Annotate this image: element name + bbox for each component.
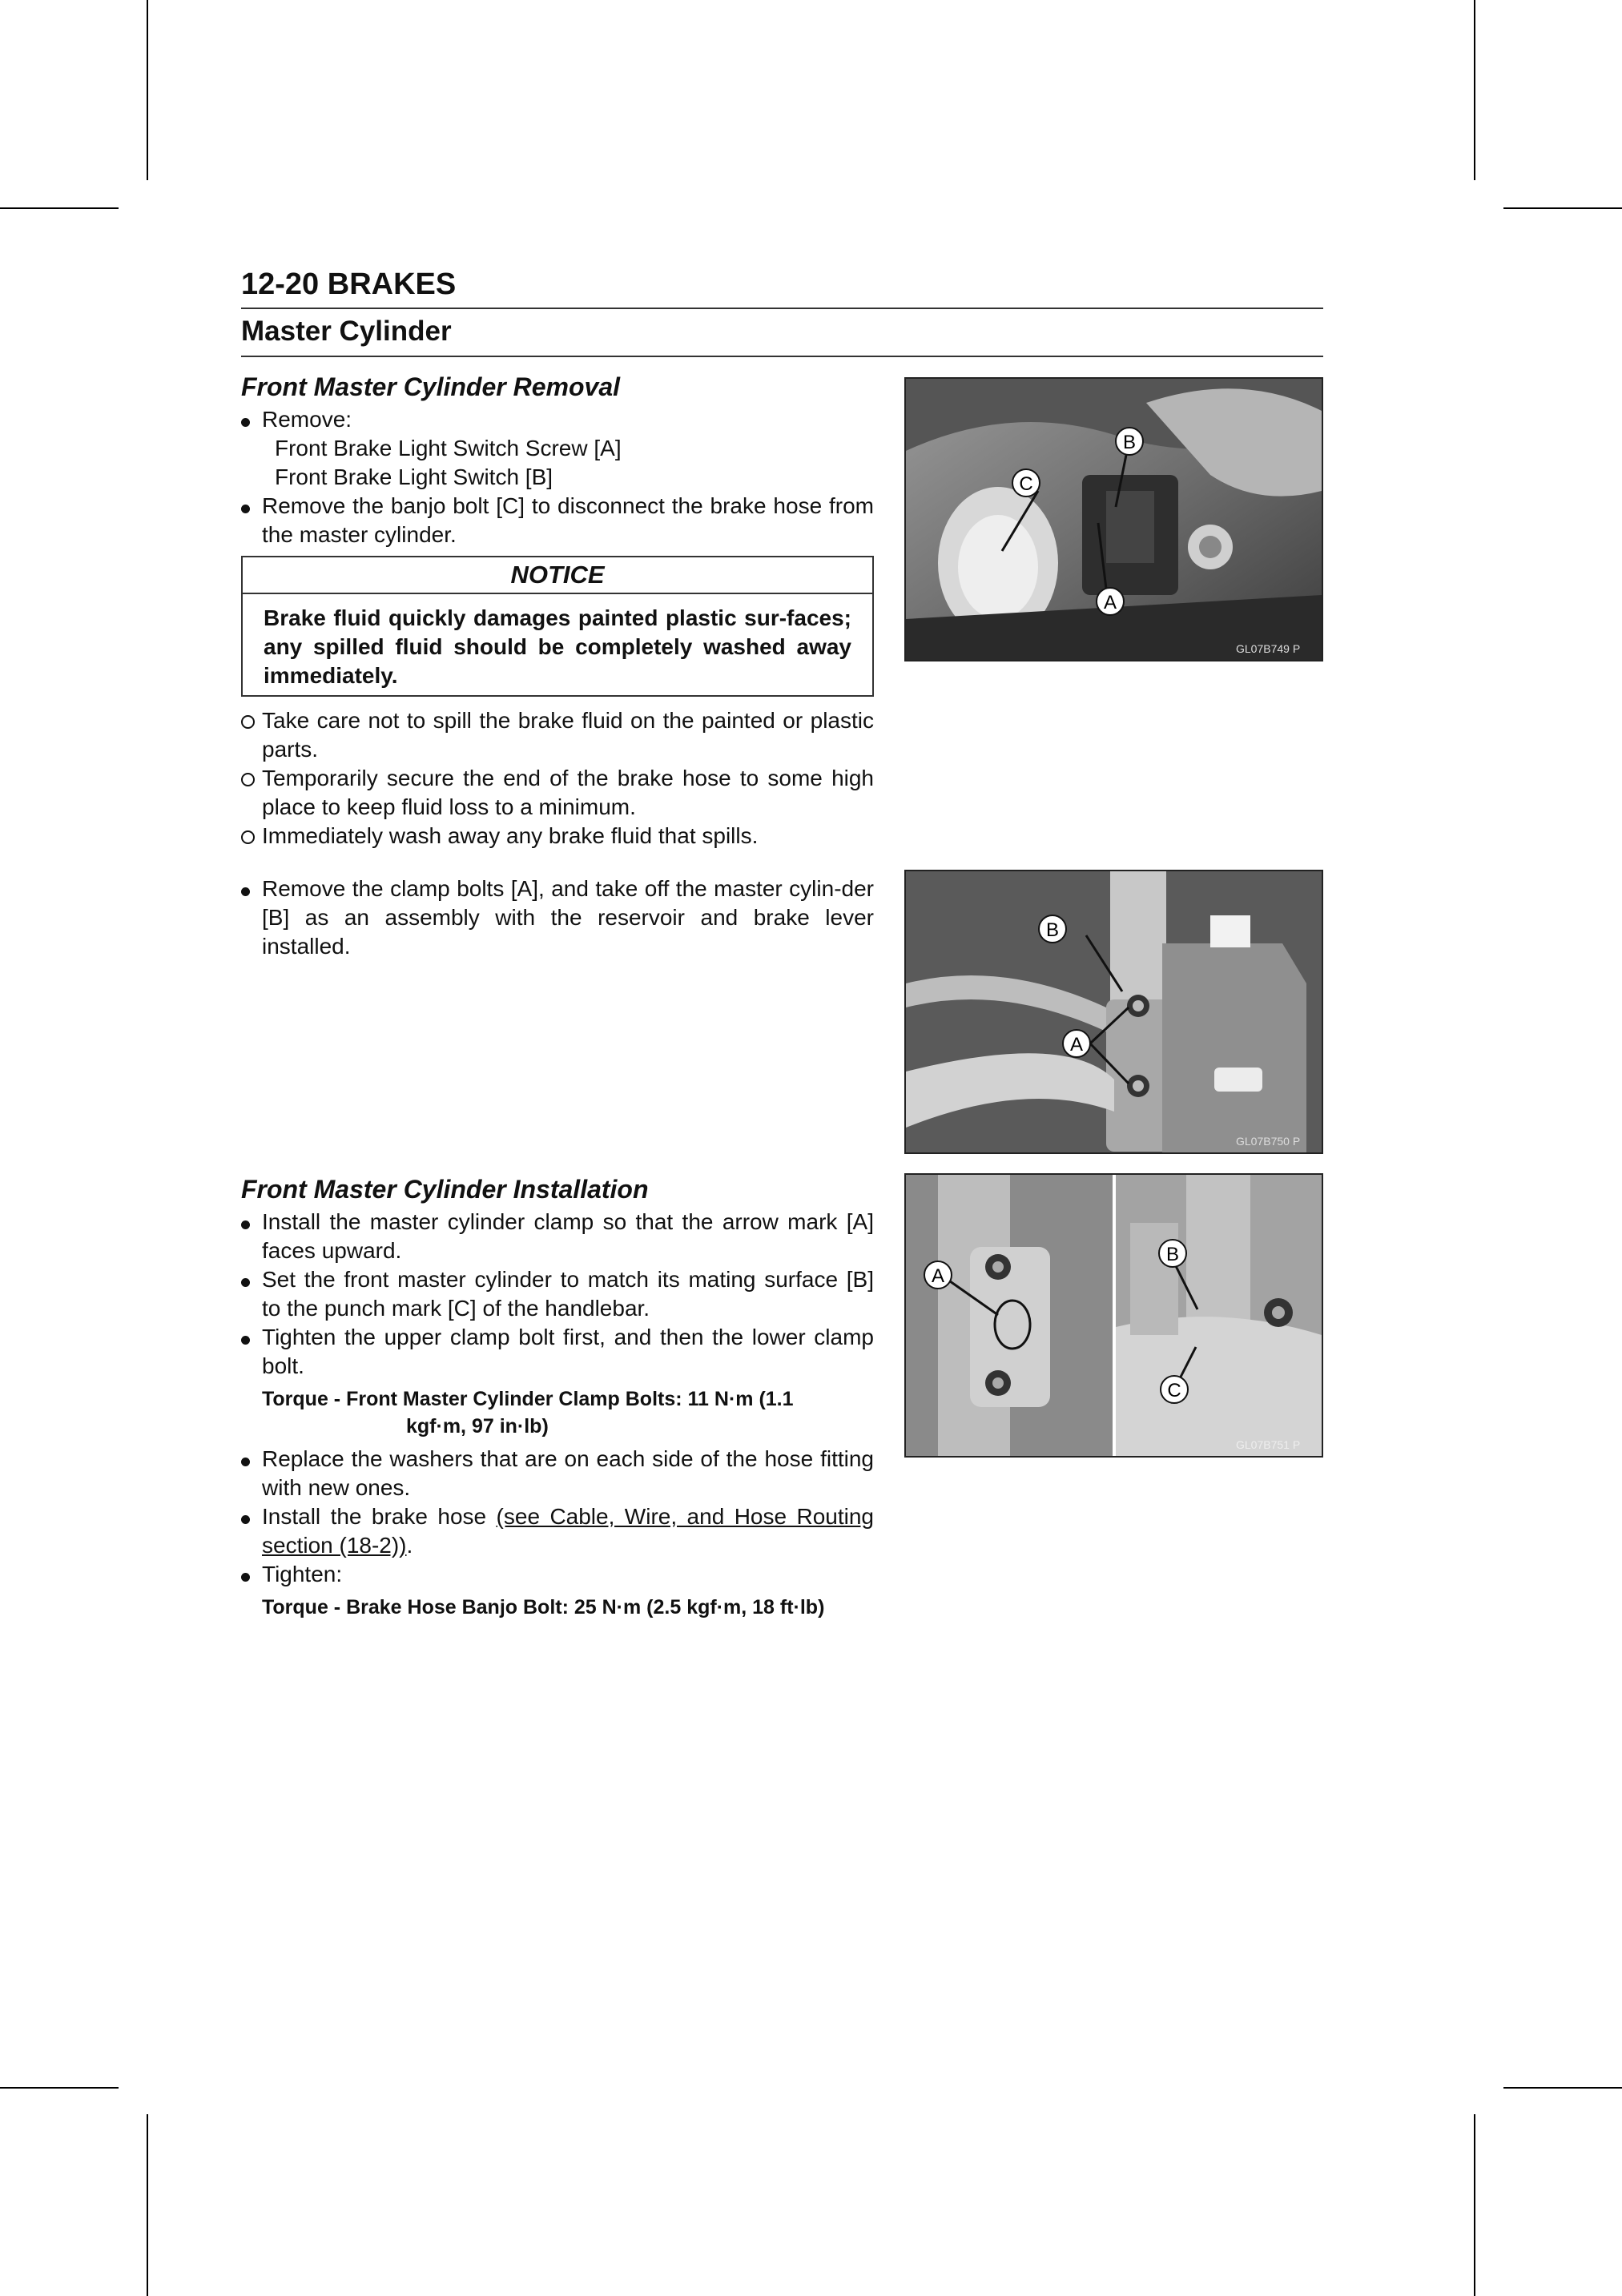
svg-text:C: C [1167, 1380, 1181, 1401]
bullet-icon [241, 1265, 260, 1294]
list-item: Remove the banjo bolt [C] to disconnect the brake hose from the master cylinder. [241, 492, 874, 549]
crop-mark-top-left [147, 0, 148, 180]
list-item: Remove: [241, 405, 874, 434]
list-item: Install the master cylinder clamp so that the arrow mark [A] faces upward. [241, 1208, 874, 1265]
torque-spec-clamp-bolts: Torque - Front Master Cylinder Clamp Bolts: 11 N·m (1.1 kgf·m, 97 in·lb) [262, 1388, 794, 1438]
page-header [241, 266, 1323, 357]
bullet-icon [241, 1208, 260, 1236]
svg-text:A: A [1069, 1034, 1084, 1056]
callout-b: B [1122, 432, 1137, 453]
bullet-icon [241, 875, 260, 903]
open-bullet-icon [241, 706, 260, 736]
callout-c: C [1019, 473, 1033, 495]
open-bullet-icon [241, 822, 260, 851]
list-item: Tighten the upper clamp bolt first, and then the lower clamp bolt. [241, 1323, 874, 1381]
installation-heading: Front Master Cylinder Installation [241, 1175, 649, 1204]
bullet-icon [241, 492, 260, 521]
list-item: Replace the washers that are on each side of the hose fitting with new ones. [241, 1445, 874, 1502]
svg-text:A: A [931, 1265, 945, 1287]
notice-text: Brake fluid quickly damages painted plastic sur-faces; any spilled fluid should be completely washed away immediately. [264, 605, 851, 688]
remove-item: Front Brake Light Switch Screw [A] [275, 436, 622, 460]
installation-section [241, 1174, 874, 1626]
note-item: Immediately wash away any brake fluid that spills. [241, 822, 874, 850]
bullet-icon [241, 405, 260, 434]
svg-text:B: B [1165, 1244, 1180, 1265]
notice-title: NOTICE [243, 557, 872, 594]
note-item: Take care not to spill the brake fluid on the painted or plastic parts. [241, 706, 874, 764]
figure-brake-light-switch [904, 377, 1323, 661]
removal-section [241, 372, 874, 850]
callout-a: A [1103, 592, 1117, 613]
figure-clamp-alignment [904, 1173, 1323, 1458]
svg-text:GL07B751 P: GL07B751 P [1236, 1438, 1301, 1451]
crop-mark-top-left-h [0, 207, 119, 209]
bullet-icon [241, 1502, 260, 1531]
figure-code: GL07B749 P [1236, 642, 1301, 655]
notice-box [241, 556, 874, 697]
remove-item: Front Brake Light Switch [B] [275, 464, 553, 489]
list-item: Tighten: [241, 1560, 874, 1589]
figure-clamp-bolts [904, 870, 1323, 1154]
open-bullet-icon [241, 764, 260, 794]
crop-mark-top-right-h [1503, 207, 1622, 209]
bullet-icon [241, 1560, 260, 1589]
list-item: Install the brake hose (see Cable, Wire, and Hose Routing section (18-2)). [241, 1502, 874, 1560]
bullet-icon [241, 1323, 260, 1352]
page-title: 12-20 BRAKES [241, 266, 1323, 309]
note-item: Temporarily secure the end of the brake hose to some high place to keep fluid loss to a minimum. [241, 764, 874, 822]
crop-mark-bottom-right-h [1503, 2087, 1622, 2089]
clamp-removal-step [241, 875, 874, 961]
removal-heading: Front Master Cylinder Removal [241, 372, 620, 401]
crop-mark-bottom-left [147, 2114, 148, 2296]
torque-spec-banjo-bolt: Torque - Brake Hose Banjo Bolt: 25 N·m (2.5 kgf·m, 18 ft·lb) [262, 1596, 825, 1618]
svg-text:GL07B750 P: GL07B750 P [1236, 1135, 1301, 1148]
crop-mark-bottom-right [1474, 2114, 1475, 2296]
list-item: Set the front master cylinder to match its mating surface [B] to the punch mark [C] of the handlebar. [241, 1265, 874, 1323]
crop-mark-bottom-left-h [0, 2087, 119, 2089]
routing-section-link[interactable]: (see Cable, Wire, and Hose Routing section (18-2)) [262, 1504, 875, 1558]
svg-text:B: B [1045, 919, 1060, 941]
list-item: Remove the clamp bolts [A], and take off the master cylin-der [B] as an assembly with the reservoir and brake lever installed. [241, 875, 874, 961]
section-title: Master Cylinder [241, 314, 1323, 357]
bullet-icon [241, 1445, 260, 1474]
crop-mark-top-right [1474, 0, 1475, 180]
